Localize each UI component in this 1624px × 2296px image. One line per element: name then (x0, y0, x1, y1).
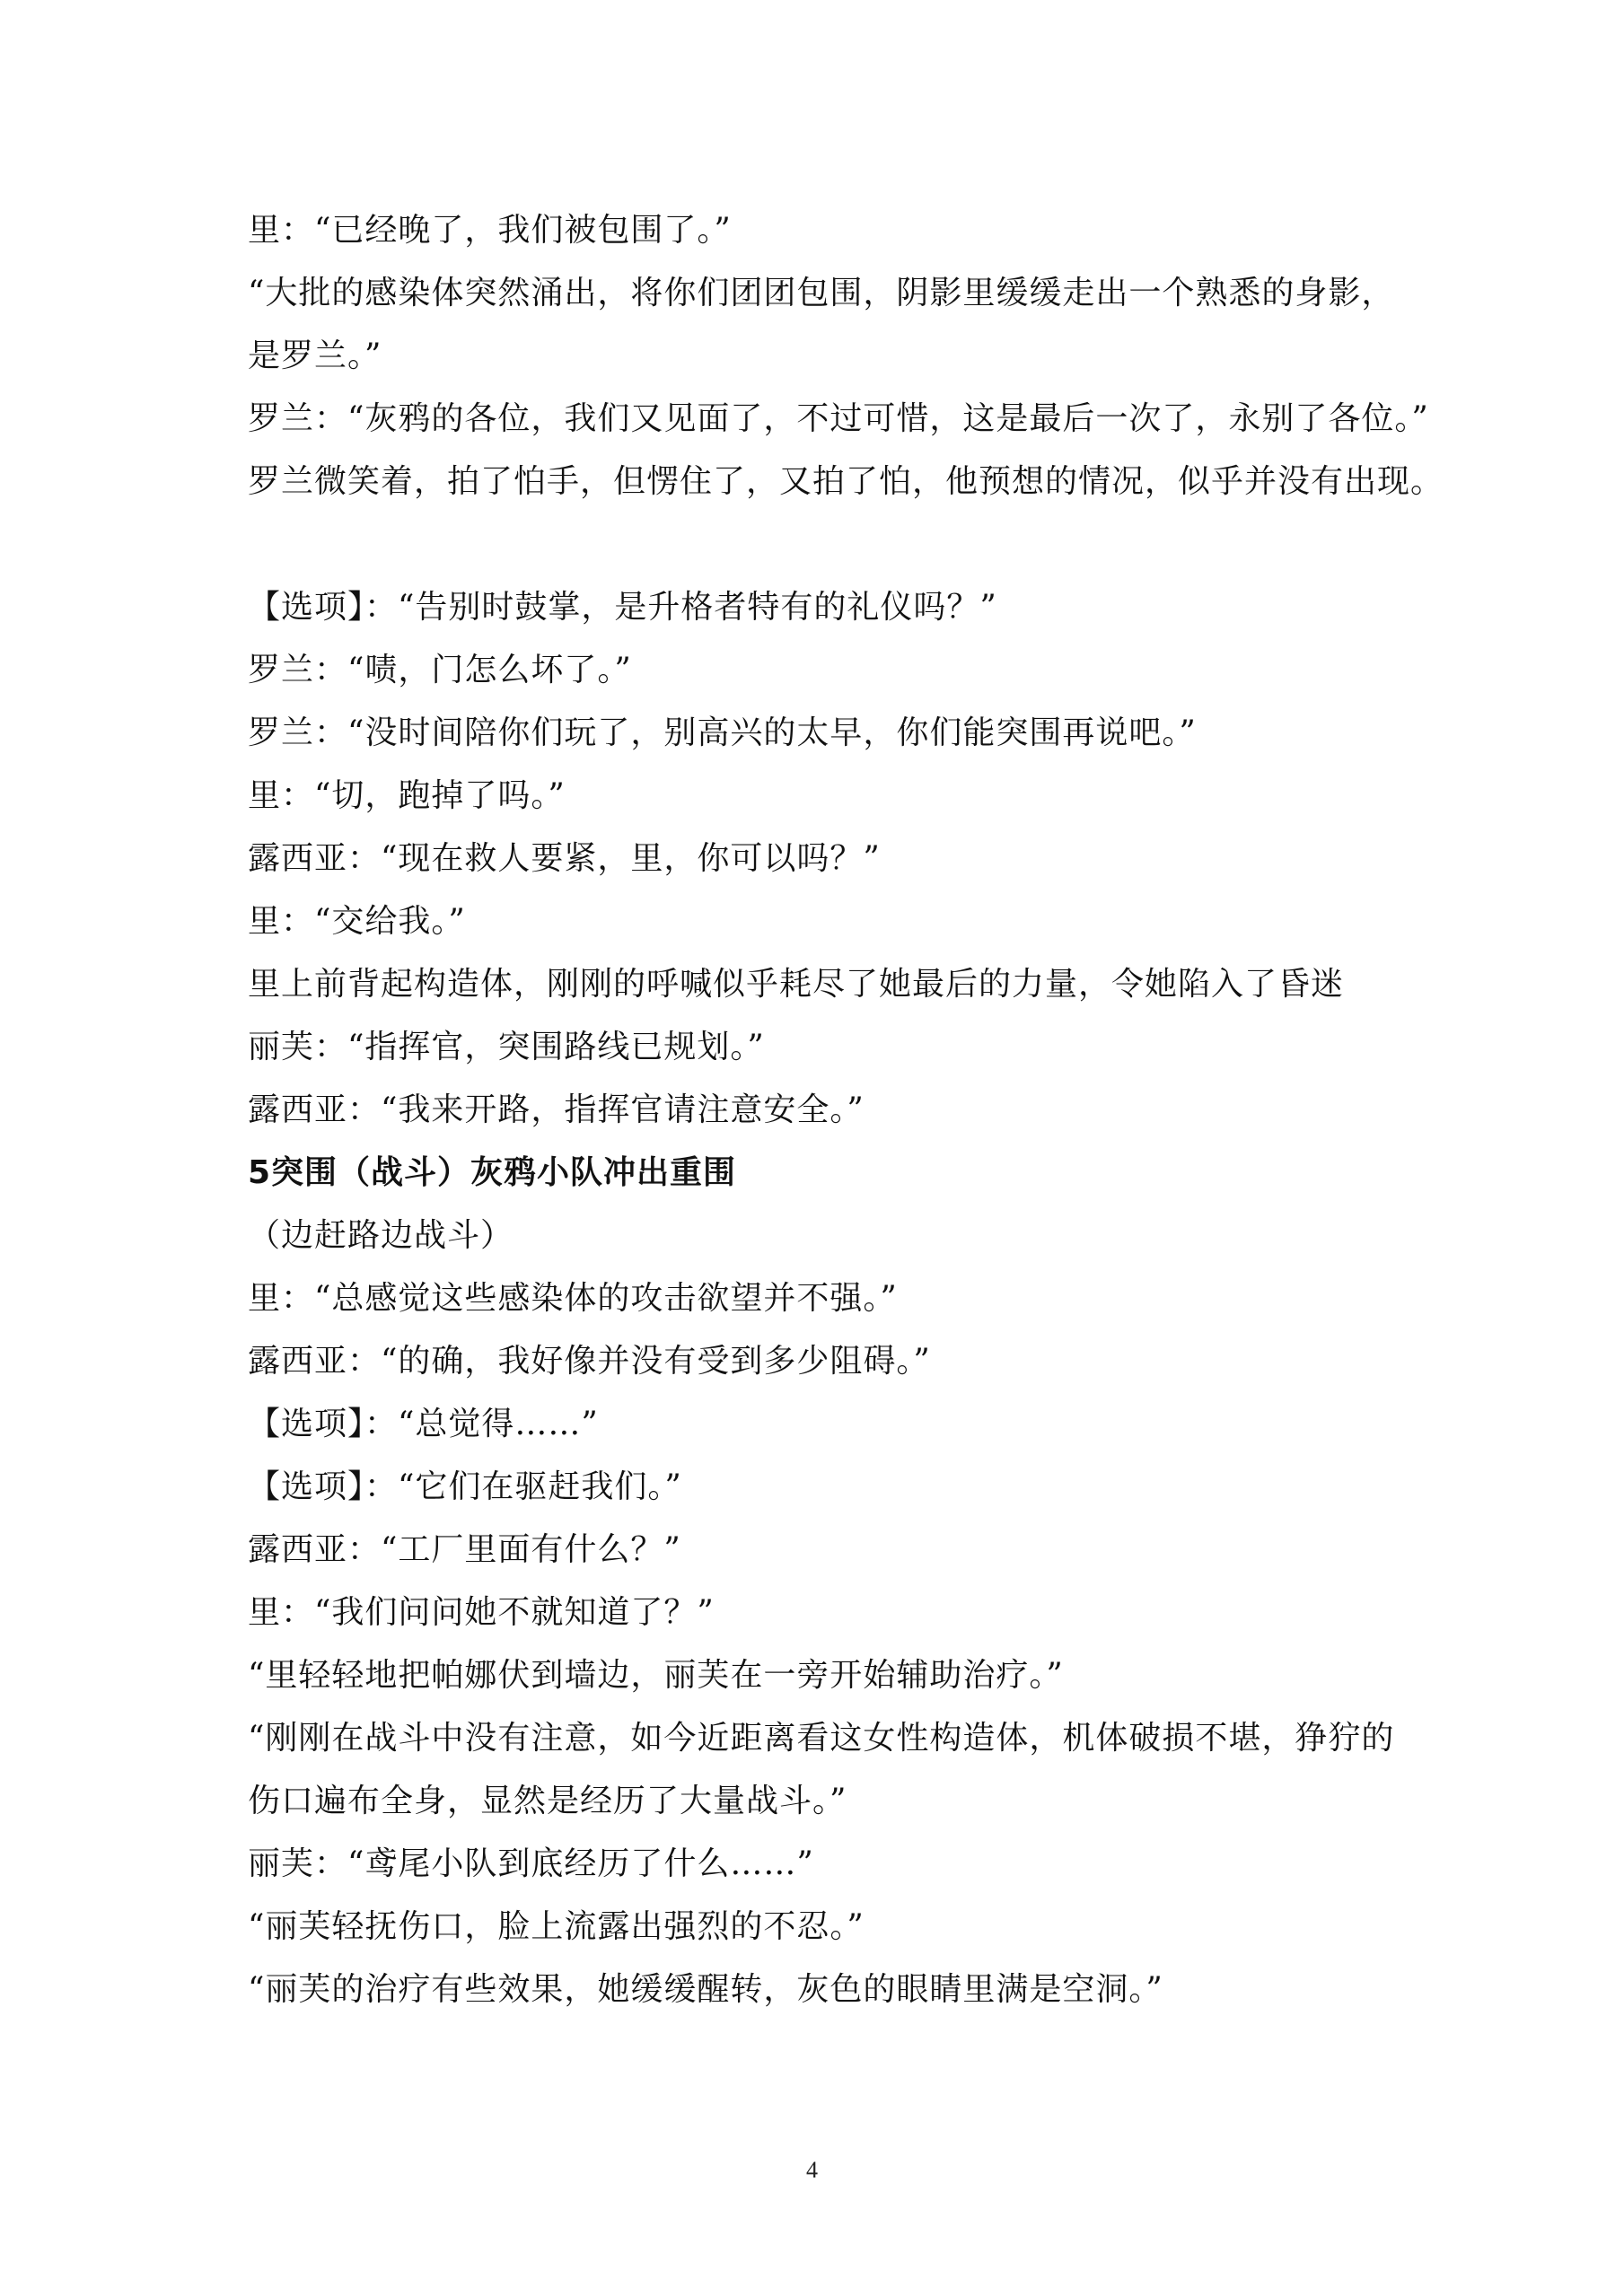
paragraph-line: “大批的感染体突然涌出，将你们团团包围，阴影里缓缓走出一个熟悉的身影， (248, 275, 1395, 311)
paragraph-line: 露西亚：“工厂里面有什么？” (248, 1531, 681, 1568)
paragraph-line: 【选项】：“总觉得……” (248, 1406, 599, 1442)
paragraph-line: 露西亚：“我来开路，指挥官请注意安全。” (248, 1091, 865, 1128)
paragraph-line: 【选项】：“告别时鼓掌，是升格者特有的礼仪吗？” (248, 589, 997, 626)
paragraph-line: 罗兰：“啧，门怎么坏了。” (248, 652, 632, 688)
paragraph-line: 里上前背起构造体，刚刚的呼喊似乎耗尽了她最后的力量，令她陷入了昏迷 (248, 966, 1345, 1003)
paragraph-line: “里轻轻地把帕娜伏到墙边，丽芙在一旁开始辅助治疗。” (248, 1657, 1064, 1694)
paragraph-line: 丽芙：“鸢尾小队到底经历了什么……” (248, 1845, 814, 1882)
section-heading: 5突围（战斗）灰鸦小队冲出重围 (248, 1154, 737, 1191)
paragraph-line: 【选项】：“它们在驱赶我们。” (248, 1468, 682, 1505)
document-body (248, 199, 1444, 2021)
paragraph-line: “丽芙的治疗有些效果，她缓缓醒转，灰色的眼睛里满是空洞。” (248, 1971, 1163, 2008)
paragraph-line: 罗兰：“灰鸦的各位，我们又见面了，不过可惜，这是最后一次了，永别了各位。” (248, 400, 1429, 437)
page-number: 4 (806, 2157, 818, 2183)
paragraph-line: 伤口遍布全身，显然是经历了大量战斗。” (248, 1783, 847, 1819)
paragraph-line: 里：“切，跑掉了吗。” (248, 777, 566, 814)
paragraph-line: 是罗兰。” (248, 337, 382, 374)
paragraph-line: “刚刚在战斗中没有注意，如今近距离看这女性构造体，机体破损不堪，狰狞的 (248, 1720, 1395, 1757)
paragraph-line: 里：“已经晚了，我们被包围了。” (248, 212, 732, 249)
paragraph-line: 露西亚：“的确，我好像并没有受到多少阻碍。” (248, 1343, 931, 1380)
paragraph-line: 露西亚：“现在救人要紧，里，你可以吗？” (248, 840, 881, 877)
paragraph-line: 里：“交给我。” (248, 903, 466, 940)
paragraph-line: 罗兰：“没时间陪你们玩了，别高兴的太早，你们能突围再说吧。” (248, 714, 1197, 751)
paragraph-line: 罗兰微笑着，拍了怕手，但愣住了，又拍了怕，他预想的情况，似乎并没有出现。 (248, 463, 1444, 500)
paragraph-line: 丽芙：“指挥官，突围路线已规划。” (248, 1029, 765, 1065)
blank-line (248, 513, 1397, 576)
paragraph-line: “丽芙轻抚伤口，脸上流露出强烈的不忍。” (248, 1908, 865, 1945)
paragraph-line: 里：“我们问问她不就知道了？” (248, 1594, 715, 1631)
paragraph-line: 里：“总感觉这些感染体的攻击欲望并不强。” (248, 1280, 898, 1317)
paragraph-line: （边赶路边战斗） (248, 1217, 514, 1254)
